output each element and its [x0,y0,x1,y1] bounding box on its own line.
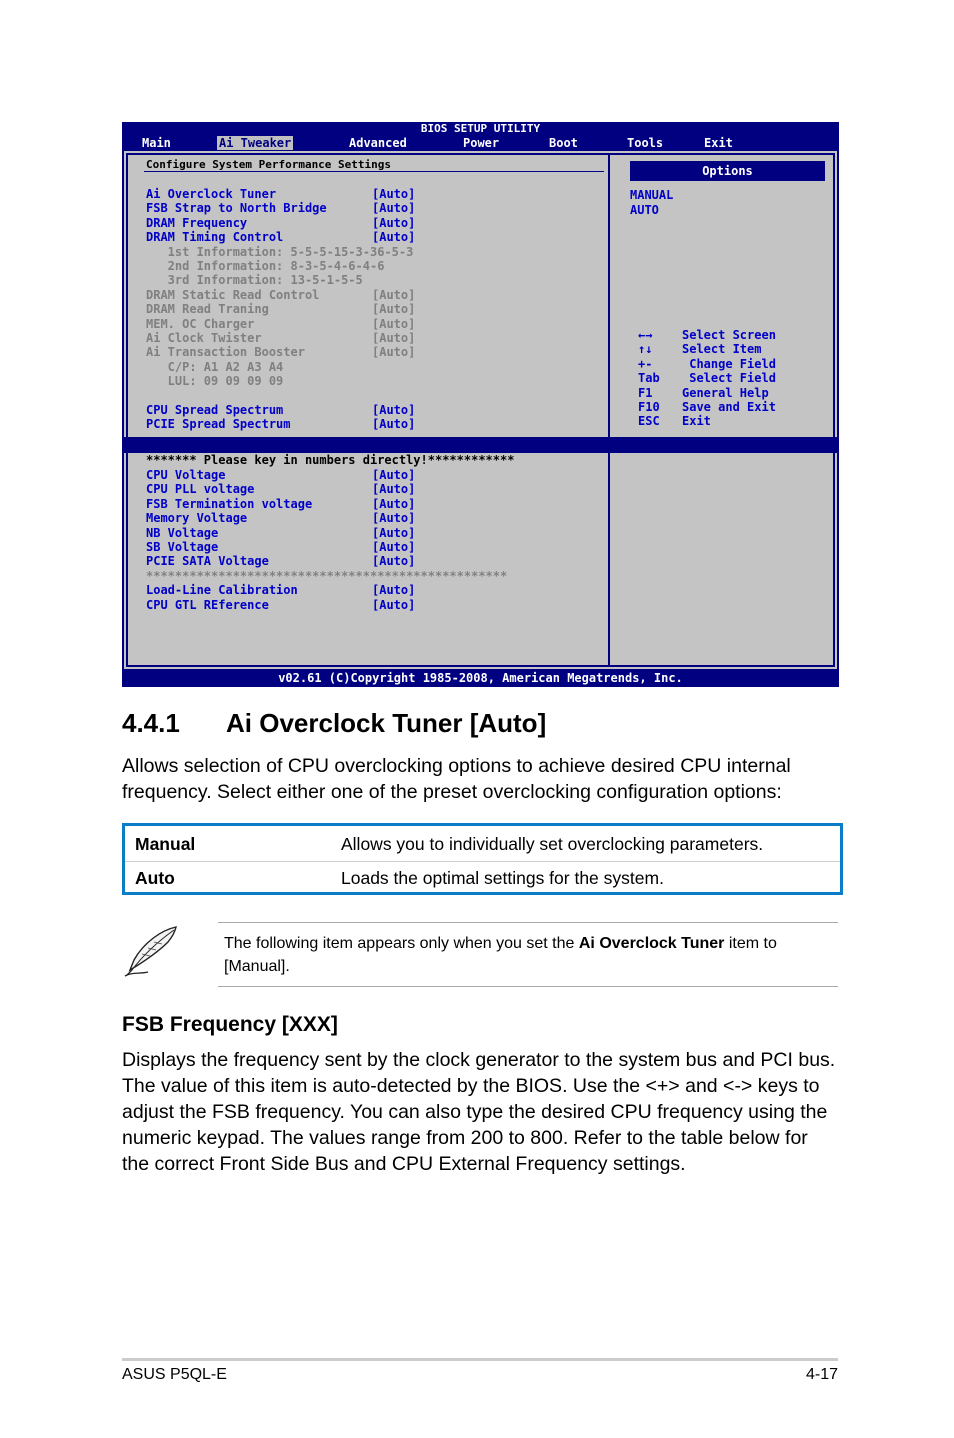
bios-voltage-item[interactable]: CPU GTL REference [146,597,334,612]
bios-title: BIOS SETUP UTILITY [420,122,541,135]
footer-product: ASUS P5QL-E [122,1366,227,1383]
option-name: Manual [135,834,196,854]
bios-setting-value[interactable]: [Auto] [372,230,416,245]
bios-voltage-item[interactable]: CPU PLL voltage [146,482,334,497]
bios-setting-item: MEM. OC Charger [146,316,334,331]
bios-voltage-item[interactable]: NB Voltage [146,525,334,540]
bios-voltage-value[interactable]: [Auto] [372,482,416,497]
bios-lower-panel [124,453,837,669]
bios-key-action: Exit [682,414,711,429]
bios-setting-item[interactable]: PCIE Spread Spectrum [146,417,334,432]
bios-menu-bar [122,135,839,151]
note-top-rule [218,922,838,923]
footer-page-number: 4-17 [805,1366,838,1383]
fsb-line-4: numeric keypad. The values range from 200 to 800. Refer to the table below for [122,1127,808,1149]
bios-setting-item: Ai Clock Twister [146,331,334,345]
bios-setting-value: [Auto] [372,331,416,345]
bios-setting-value[interactable]: [Auto] [372,215,416,230]
bios-lower-header: ******* Please key in numbers directly!************ [146,453,515,467]
bios-setting-item: 2nd Information: 8-3-5-4-6-4-6 [146,259,385,273]
bios-header-separator [144,171,604,172]
section-title: Ai Overclock Tuner [Auto] [226,708,547,738]
option-description: Allows you to individually set overclocking parameters. [341,834,764,854]
note-text-after: item to [Manual]. [224,935,777,975]
bios-menu-tools[interactable]: Tools [627,136,664,150]
bios-menu-main[interactable]: Main [142,136,171,150]
bios-key-action: Select Screen [682,328,776,342]
bios-setting-item: DRAM Static Read Control [146,287,334,302]
bios-menu-power[interactable]: Power [463,136,500,150]
intro-paragraph [122,753,842,805]
bios-voltage-value[interactable]: [Auto] [372,468,416,482]
bios-menu-advanced[interactable]: Advanced [349,136,407,150]
bios-setting-value: [Auto] [372,345,416,360]
bios-setting-item: 3rd Information: 13-5-1-5-5 [146,273,363,288]
bios-setting-item: C/P: A1 A2 A3 A4 [146,359,284,374]
bios-voltage-item[interactable]: Load-Line Calibration [146,583,334,598]
bios-setting-value[interactable]: [Auto] [372,187,416,201]
bios-voltage-value[interactable]: [Auto] [372,540,416,554]
bios-voltage-item[interactable]: Memory Voltage [146,511,334,526]
bios-lower-right-frame [608,449,835,667]
bios-setting-item[interactable]: CPU Spread Spectrum [146,403,334,417]
bios-setting-item[interactable]: DRAM Frequency [146,215,334,230]
bios-voltage-value[interactable]: [Auto] [372,525,416,540]
bios-setting-value[interactable]: [Auto] [372,201,416,216]
feather-note-icon [122,924,182,978]
bios-lower-separator: ************************************************** [146,568,508,583]
bios-setting-item: Ai Transaction Booster [146,345,334,360]
bios-setting-value[interactable]: [Auto] [372,403,416,417]
bios-upper-panel [124,151,837,437]
bios-setting-item: LUL: 09 09 09 09 [146,374,284,389]
bios-key-name: ↑↓ [638,342,653,357]
note-text-bold: Ai Overclock Tuner [578,935,725,952]
bios-setting-item[interactable]: Ai Overclock Tuner [146,187,334,201]
bios-voltage-value[interactable]: [Auto] [372,583,416,598]
bios-voltage-item[interactable]: SB Voltage [146,540,334,554]
note-bottom-rule [218,986,838,987]
section-number: 4.4.1 [122,708,180,738]
bios-key-action: Select Item [682,342,762,357]
bios-key-name: Tab [638,371,660,386]
note-text [224,932,834,978]
option-table [122,823,843,895]
bios-setting-item[interactable]: DRAM Timing Control [146,230,334,245]
bios-voltage-value[interactable]: [Auto] [372,554,416,569]
bios-key-name: F10 [638,400,660,414]
bios-menu-ai-tweaker[interactable]: Ai Tweaker [219,136,292,150]
fsb-line-3: adjust the FSB frequency. You can also type the desired CPU frequency using the [122,1101,828,1123]
bios-key-action: Change Field [682,356,776,371]
footer-rule [122,1358,838,1361]
bios-footer: v02.61 (C)Copyright 1985-2008, American Megatrends, Inc. [278,671,683,685]
bios-setting-item: DRAM Read Traning [146,302,334,317]
bios-key-name: +- [638,356,653,371]
bios-section-header: Configure System Performance Settings [146,158,392,171]
option-name: Auto [135,868,175,888]
bios-setting-item[interactable]: FSB Strap to North Bridge [146,201,334,216]
fsb-line-5: the correct Front Side Bus and CPU External Frequency settings. [122,1153,686,1175]
table-row [125,828,840,862]
bios-setting-value: [Auto] [372,302,416,317]
bios-option-manual[interactable]: MANUAL [630,188,674,202]
bios-setting-value: [Auto] [372,316,416,331]
bios-voltage-item[interactable]: PCIE SATA Voltage [146,554,334,569]
bios-menu-exit[interactable]: Exit [704,136,733,150]
bios-setting-value: [Auto] [372,287,416,302]
bios-options-title: Options [630,161,825,181]
bios-key-action: Select Field [682,371,776,386]
intro-line-1: Allows selection of CPU overclocking options to achieve desired CPU internal [122,755,791,777]
intro-line-2: frequency. Select either one of the preset overclocking configuration options: [122,781,782,803]
bios-voltage-value[interactable]: [Auto] [372,511,416,526]
table-row [125,862,840,895]
note-text-before: The following item appears only when you set the [224,935,579,952]
bios-setting-item: 1st Information: 5-5-5-15-3-36-5-3 [146,244,414,259]
bios-key-name: ←→ [638,328,653,342]
bios-voltage-item[interactable]: CPU Voltage [146,468,334,482]
bios-key-action: Save and Exit [682,400,776,414]
option-description: Loads the optimal settings for the system. [341,868,664,888]
bios-voltage-item[interactable]: FSB Termination voltage [146,496,334,511]
fsb-line-2: The value of this item is auto-detected by the BIOS. Use the <+> and <-> keys to [122,1075,820,1097]
fsb-line-1: Displays the frequency sent by the clock generator to the system bus and PCI bus. [122,1049,836,1071]
bios-key-name: F1 [638,385,653,400]
fsb-paragraph [122,1047,852,1177]
bios-voltage-value[interactable]: [Auto] [372,597,416,612]
fsb-heading: FSB Frequency [XXX] [122,1013,338,1036]
bios-key-name: ESC [638,414,660,429]
bios-voltage-value[interactable]: [Auto] [372,496,416,511]
bios-option-auto[interactable]: AUTO [630,203,659,217]
bios-setting-value[interactable]: [Auto] [372,417,416,432]
bios-screenshot [122,122,839,687]
bios-menu-boot[interactable]: Boot [549,136,578,150]
bios-key-action: General Help [682,385,769,400]
